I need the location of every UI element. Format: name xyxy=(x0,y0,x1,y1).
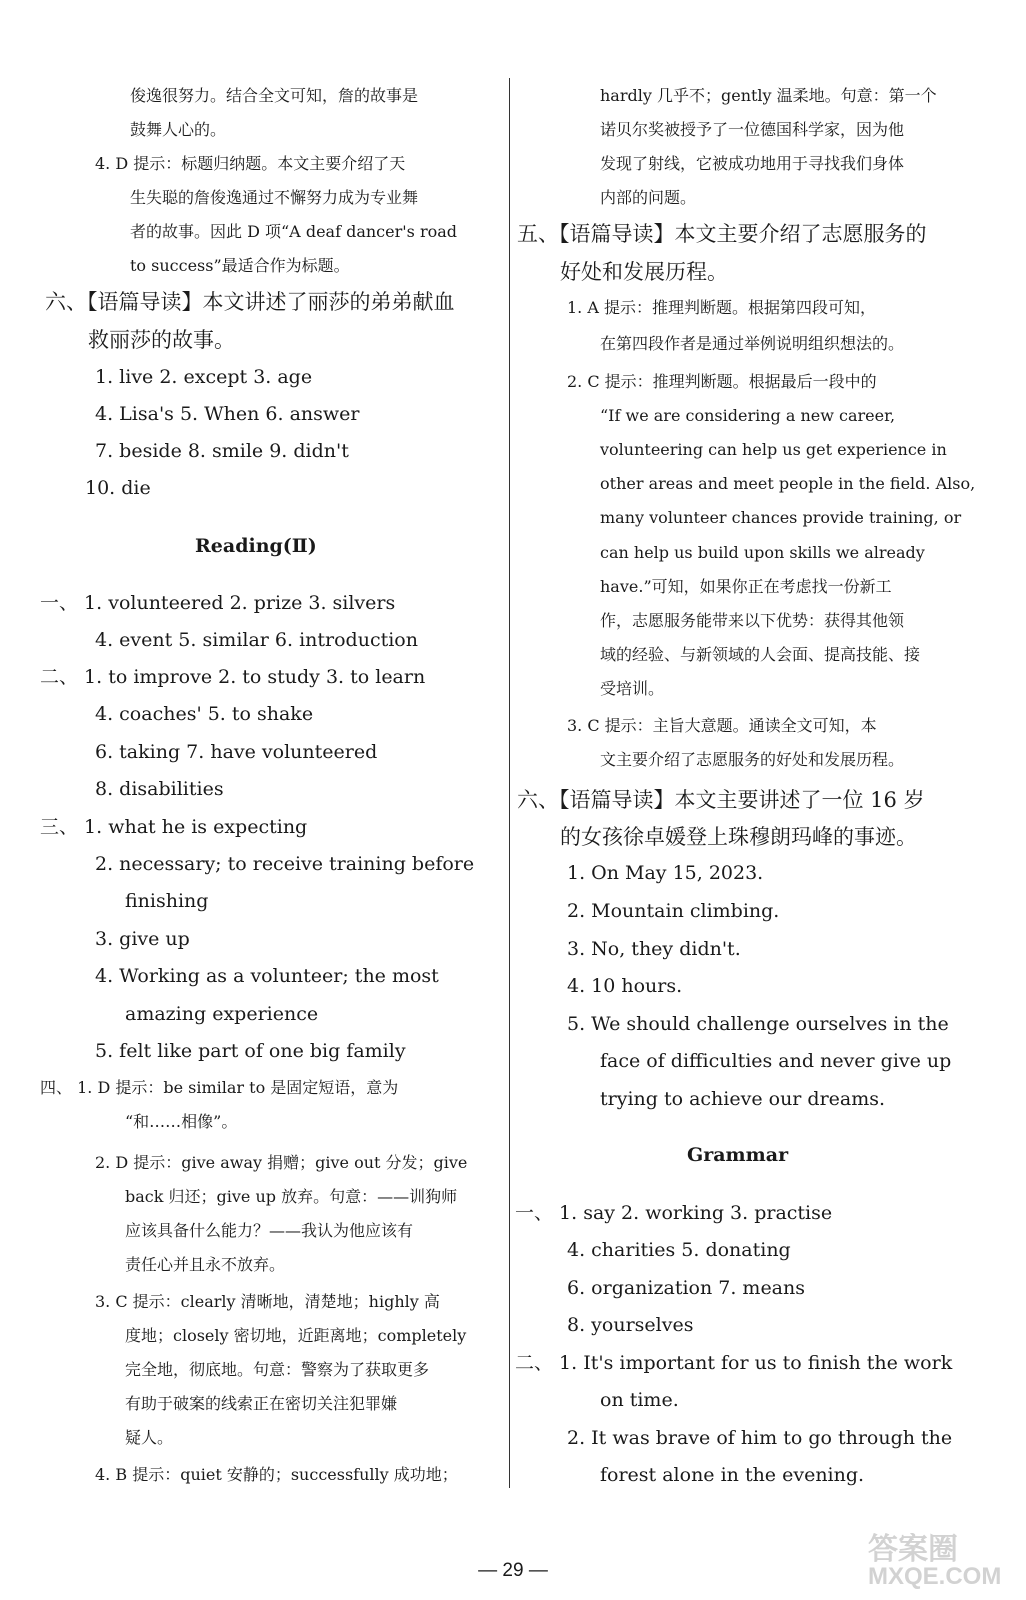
text-line: 4. D 提示：标题归纳题。本文主要介绍了天 xyxy=(95,154,406,173)
text-line: 发现了射线，它被成功地用于寻找我们身体 xyxy=(600,154,905,173)
text-line: 2. necessary; to receive training before xyxy=(95,853,475,875)
text-line: 疑人。 xyxy=(125,1428,174,1447)
text-line: 3. No, they didn't. xyxy=(567,938,741,960)
page-number: — 29 — xyxy=(478,1560,548,1581)
text-line: 诺贝尔奖被授予了一位德国科学家，因为他 xyxy=(600,120,905,139)
text-line: 4. coaches' 5. to shake xyxy=(95,703,314,725)
text-line: 文主要介绍了志愿服务的好处和发展历程。 xyxy=(600,750,905,769)
text-line: Reading(Ⅱ) xyxy=(195,535,317,557)
text-line: 5. felt like part of one big family xyxy=(95,1040,406,1062)
text-line: 好处和发展历程。 xyxy=(560,260,728,284)
text-line: 5. We should challenge ourselves in the xyxy=(567,1013,949,1035)
text-line: 4. Lisa's 5. When 6. answer xyxy=(95,403,360,425)
column-divider xyxy=(509,78,510,1488)
text-line: 6. organization 7. means xyxy=(567,1277,806,1299)
text-line: 4. B 提示：quiet 安静的；successfully 成功地； xyxy=(95,1465,458,1484)
text-line: hardly 几乎不；gently 温柔地。句意：第一个 xyxy=(600,86,937,105)
text-line: 3. C 提示：clearly 清晰地，清楚地；highly 高 xyxy=(95,1292,440,1311)
text-line: 五、【语篇导读】本文主要介绍了志愿服务的 xyxy=(517,222,927,246)
text-line: 救丽莎的故事。 xyxy=(88,328,235,352)
text-line: 应该具备什么能力？——我认为他应该有 xyxy=(125,1221,414,1240)
text-line: 4. 10 hours. xyxy=(567,975,683,997)
text-line: finishing xyxy=(125,890,209,912)
text-line: 3. C 提示：主旨大意题。通读全文可知，本 xyxy=(567,716,877,735)
text-line: “和……相像”。 xyxy=(125,1112,238,1131)
text-line: 二、 1. It's important for us to finish the work xyxy=(515,1352,953,1374)
text-line: 四、 1. D 提示：be similar to 是固定短语，意为 xyxy=(40,1078,399,1097)
text-line: 在第四段作者是通过举例说明组织想法的。 xyxy=(600,334,905,353)
text-line: 3. give up xyxy=(95,928,190,950)
text-line: 4. Working as a volunteer; the most xyxy=(95,965,439,987)
text-line: 完全地，彻底地。句意：警察为了获取更多 xyxy=(125,1360,430,1379)
text-line: 7. beside 8. smile 9. didn't xyxy=(95,440,349,462)
text-line: on time. xyxy=(600,1389,679,1411)
text-line: face of difficulties and never give up xyxy=(600,1050,952,1072)
text-line: 1. live 2. except 3. age xyxy=(95,366,313,388)
text-line: 俊逸很努力。结合全文可知，詹的故事是 xyxy=(130,86,419,105)
text-line: 三、 1. what he is expecting xyxy=(40,816,308,838)
text-line: “If we are considering a new career, xyxy=(600,406,896,425)
text-line: 一、 1. volunteered 2. prize 3. silvers xyxy=(40,592,396,614)
text-line: 1. A 提示：推理判断题。根据第四段可知， xyxy=(567,298,876,317)
text-line: 2. It was brave of him to go through the xyxy=(567,1427,953,1449)
text-line: 8. disabilities xyxy=(95,778,224,800)
text-line: 六、【语篇导读】本文主要讲述了一位 16 岁 xyxy=(517,788,925,812)
text-line: 一、 1. say 2. working 3. practise xyxy=(515,1202,833,1224)
text-line: 作，志愿服务能带来以下优势：获得其他领 xyxy=(600,611,905,630)
text-line: back 归还；give up 放弃。句意：——训狗师 xyxy=(125,1187,458,1206)
text-line: 者的故事。因此 D 项“A deaf dancer's road xyxy=(130,222,458,241)
text-line: 二、 1. to improve 2. to study 3. to learn xyxy=(40,666,426,688)
text-line: 责任心并且永不放弃。 xyxy=(125,1255,286,1274)
text-line: 2. C 提示：推理判断题。根据最后一段中的 xyxy=(567,372,877,391)
text-line: can help us build upon skills we already xyxy=(600,543,925,562)
text-line: amazing experience xyxy=(125,1003,319,1025)
text-line: 生失聪的詹俊逸通过不懈努力成为专业舞 xyxy=(130,188,419,207)
watermark-logo: 答案圈 MXQE.COM xyxy=(868,1533,1002,1590)
text-line: Grammar xyxy=(687,1144,789,1166)
text-line: 域的经验、与新领域的人会面、提高技能、接 xyxy=(600,645,921,664)
text-line: have.”可知，如果你正在考虑找一份新工 xyxy=(600,577,892,596)
text-line: 2. Mountain climbing. xyxy=(567,900,780,922)
text-line: 2. D 提示：give away 捐赠；give out 分发；give xyxy=(95,1153,468,1172)
text-line: many volunteer chances provide training, or xyxy=(600,508,962,527)
text-line: 10. die xyxy=(85,477,151,499)
text-line: 6. taking 7. have volunteered xyxy=(95,741,378,763)
text-line: forest alone in the evening. xyxy=(600,1464,865,1486)
text-line: 8. yourselves xyxy=(567,1314,694,1336)
text-line: 1. On May 15, 2023. xyxy=(567,862,764,884)
text-line: 受培训。 xyxy=(600,679,665,698)
text-line: volunteering can help us get experience in xyxy=(600,440,947,459)
text-line: 六、【语篇导读】本文讲述了丽莎的弟弟献血 xyxy=(45,290,455,314)
text-line: 4. event 5. similar 6. introduction xyxy=(95,629,418,651)
text-line: trying to achieve our dreams. xyxy=(600,1088,886,1110)
text-line: 鼓舞人心的。 xyxy=(130,120,227,139)
text-line: 4. charities 5. donating xyxy=(567,1239,791,1261)
text-line: 的女孩徐卓媛登上珠穆朗玛峰的事迹。 xyxy=(560,825,917,849)
text-line: 内部的问题。 xyxy=(600,188,697,207)
text-line: to success”最适合作为标题。 xyxy=(130,256,350,275)
text-line: 有助于破案的线索正在密切关注犯罪嫌 xyxy=(125,1394,398,1413)
text-line: other areas and meet people in the field. Also, xyxy=(600,474,976,493)
text-line: 度地；closely 密切地，近距离地；completely xyxy=(125,1326,467,1345)
